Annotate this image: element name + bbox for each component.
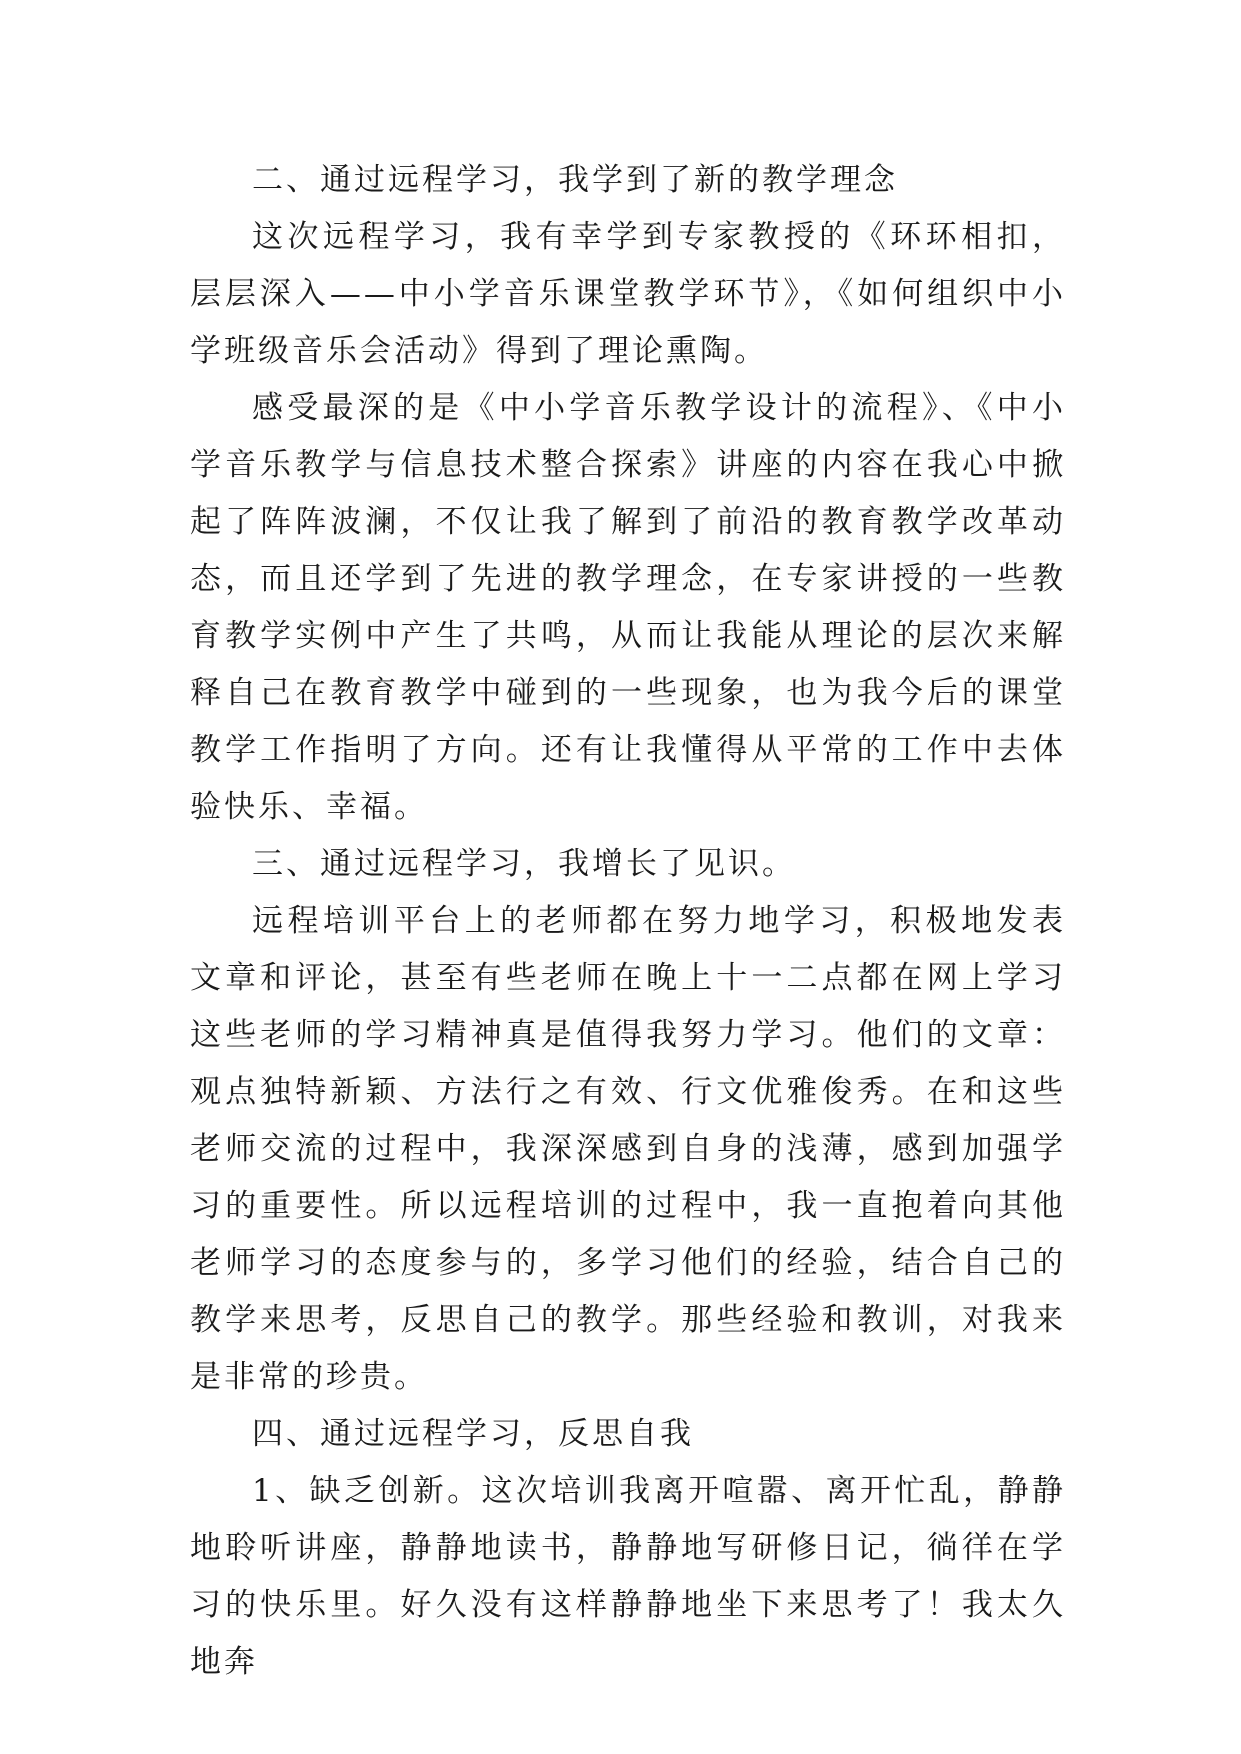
paragraph: 远程培训平台上的老师都在努力地学习，积极地发表文章和评论，甚至有些老师在晚上十一二点都在网上学习这些老师的学习精神真是值得我努力学习。他们的文章：观点独特新颖、方法行之有效、行文优雅俊秀。在和这些老师交流的过程中，我深深感到自身的浅薄，感到加强学习的重要性。所以远程培训的过程中，我一直抱着向其他老师学习的态度参与的，多学习他们的经验，结合自己的教学来思考，反思自己的教学。那些经验和教训，对我来是非常的珍贵。 — [190, 903, 1066, 1395]
section-heading-3: 三、通过远程学习，我增长了见识。 — [252, 846, 796, 882]
paragraph: 感受最深的是《中小学音乐教学设计的流程》、《中小学音乐教学与信息技术整合探索》讲座的内容在我心中掀起了阵阵波澜，不仅让我了解到了前沿的教育教学改革动态，而且还学到了先进的教学理念，在专家讲授的一些教育教学实例中产生了共鸣，从而让我能从理论的层次来解释自己在教育教学中碰到的一些现象，也为我今后的课堂教学工作指明了方向。还有让我懂得从平常的工作中去体验快乐、幸福。 — [190, 390, 1066, 825]
section-heading-4: 四、通过远程学习，反思自我 — [252, 1416, 694, 1452]
paragraph: 1、缺乏创新。这次培训我离开喧嚣、离开忙乱，静静地聆听讲座，静静地读书，静静地写研修日记，徜徉在学习的快乐里。好久没有这样静静地坐下来思考了！我太久地奔 — [190, 1473, 1066, 1680]
section-heading-2: 二、通过远程学习，我学到了新的教学理念 — [252, 162, 898, 198]
document-body — [190, 152, 1066, 1691]
paragraph: 这次远程学习，我有幸学到专家教授的《环环相扣，层层深入——中小学音乐课堂教学环节》，《如何组织中小学班级音乐会活动》得到了理论熏陶。 — [190, 219, 1066, 369]
